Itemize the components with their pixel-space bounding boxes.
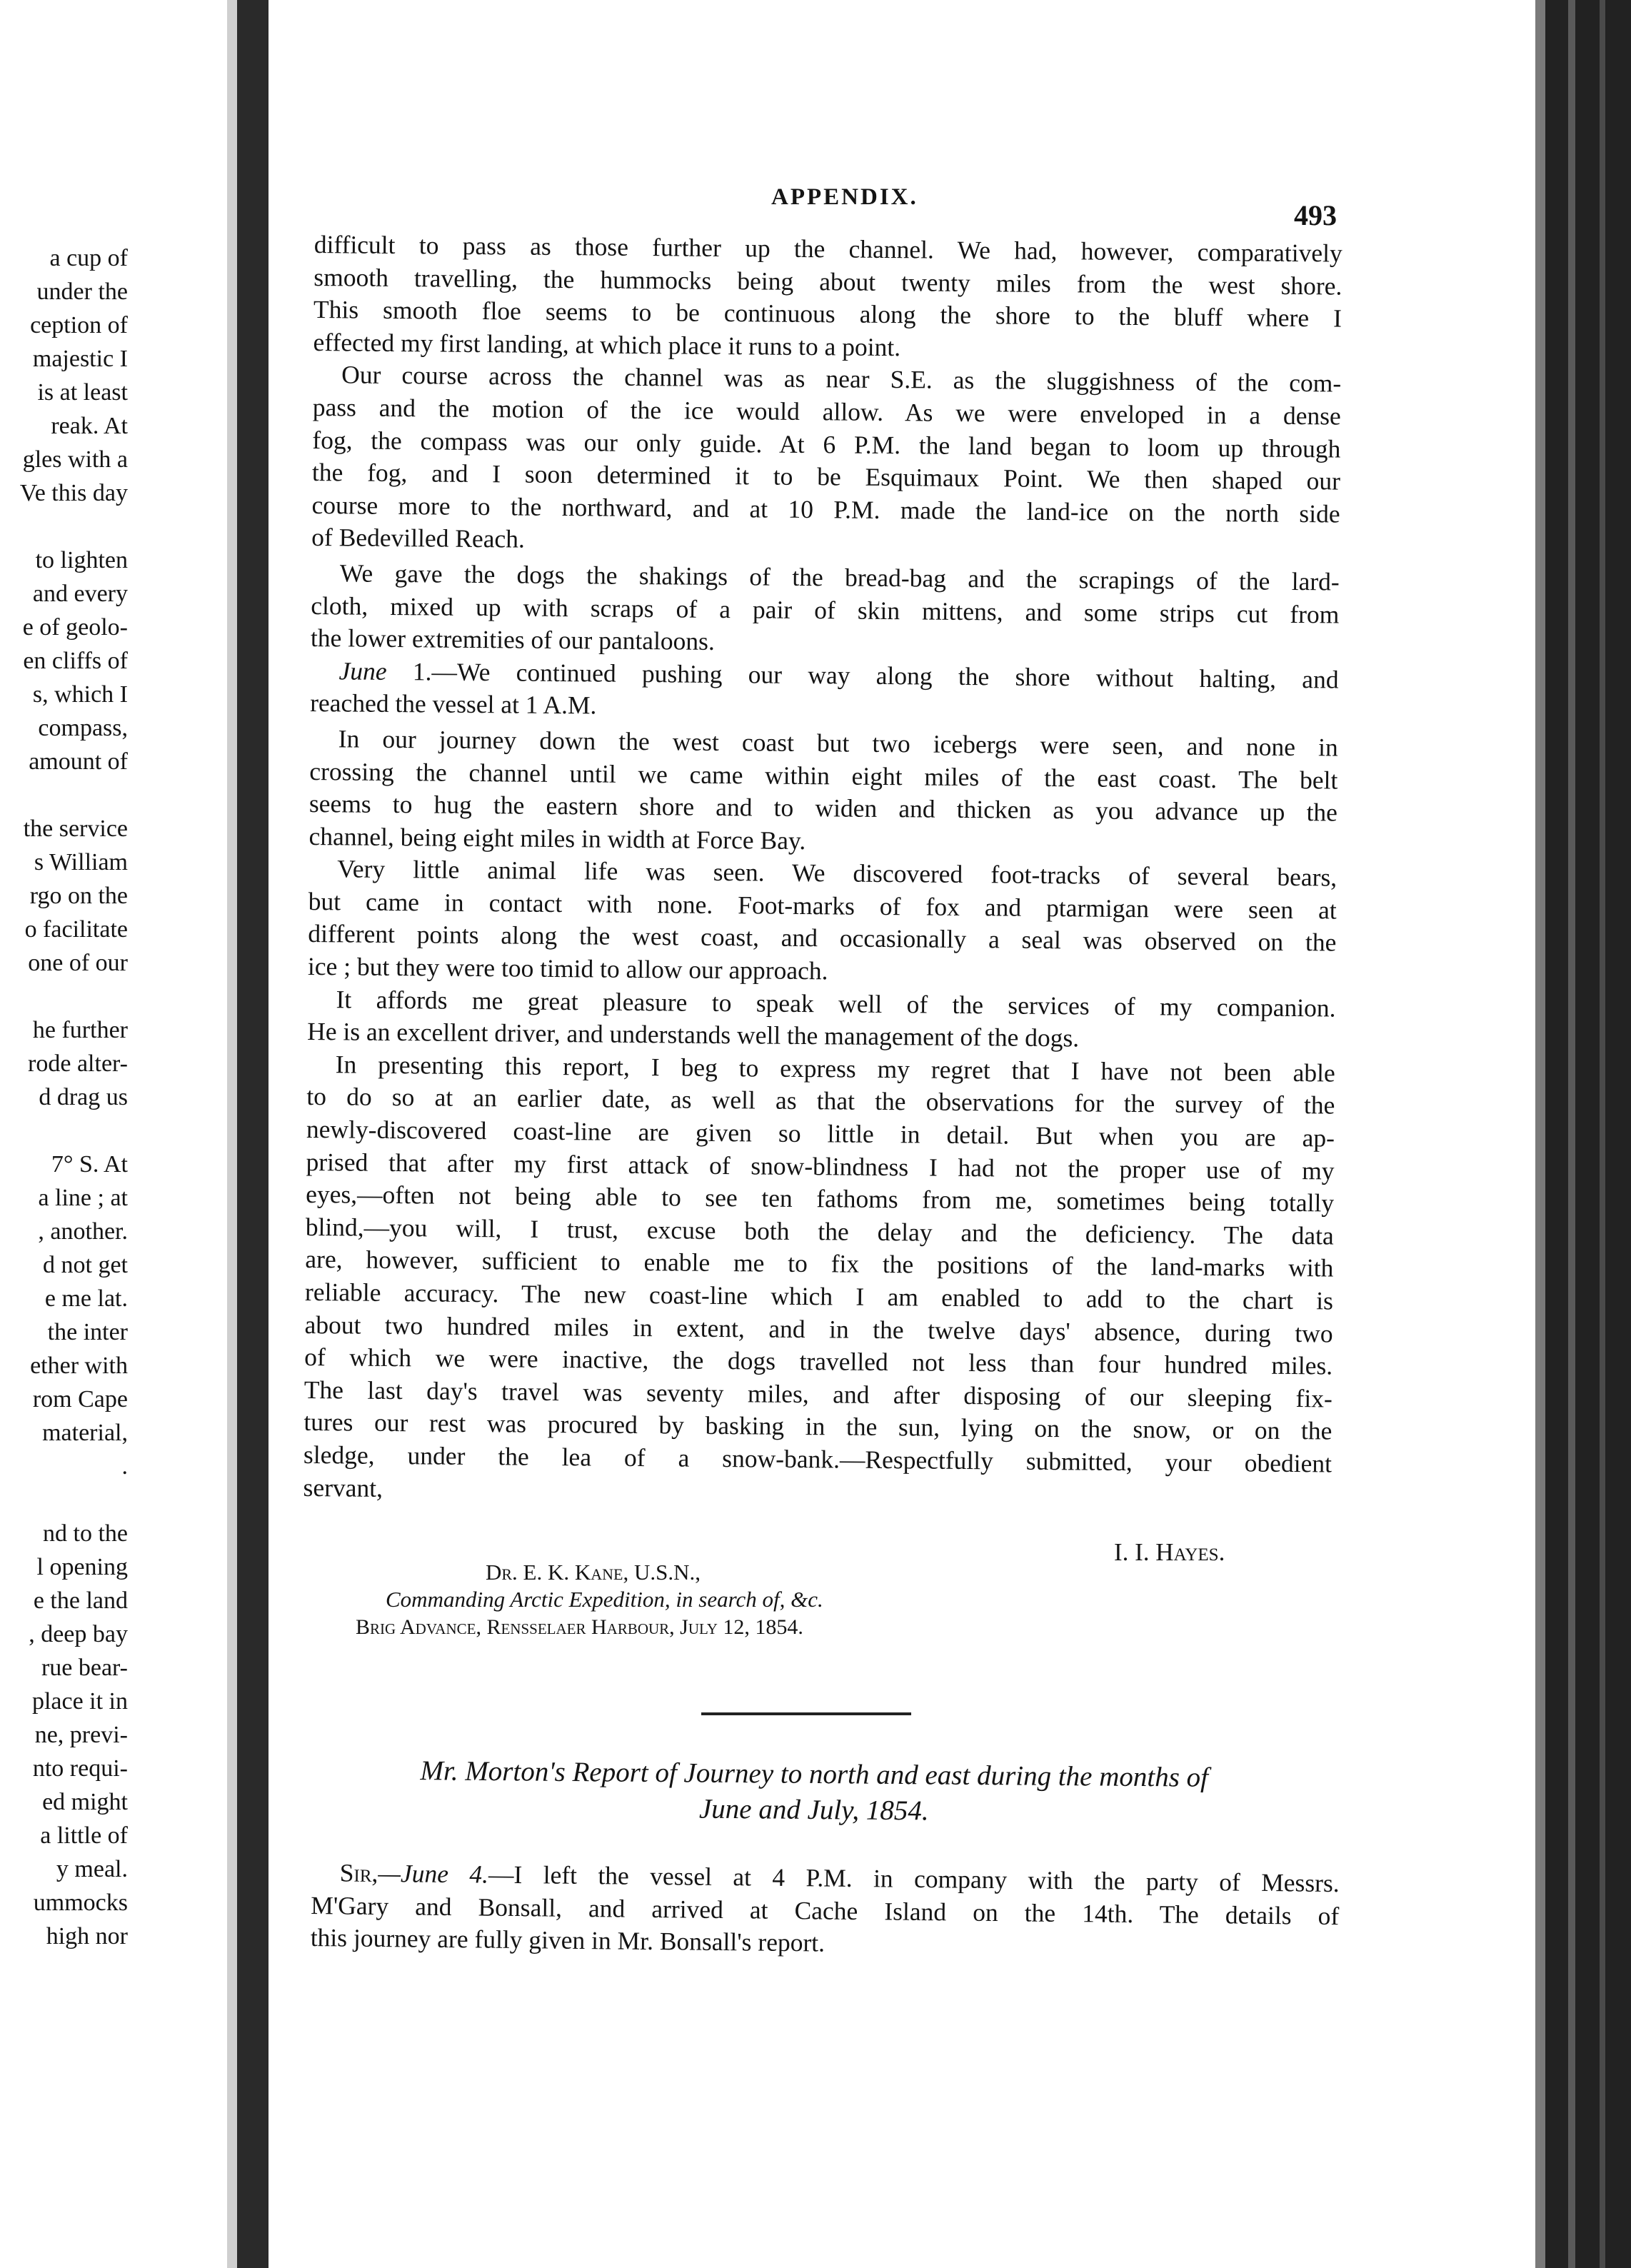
text-line: seems to hug the eastern shore and to widen and thicken as you advance up the: [308, 789, 1338, 827]
text-line: It affords me great pleasure to speak well of the services of my companion.: [336, 984, 1336, 1023]
text-line: This smooth floe seems to be continuous along the shore to the bluff where I: [313, 295, 1343, 333]
text-line: In presenting this report, I beg to express my regret that I have not been able: [335, 1050, 1335, 1088]
text-line: newly-discovered coast-line are given so little in detail. But when you are ap-: [306, 1114, 1335, 1153]
text-line: of Bedevilled Reach.: [311, 523, 526, 553]
text-line: servant,: [303, 1472, 383, 1502]
paragraph-2: [311, 358, 1341, 563]
left-page-text-line: , another.: [38, 1218, 128, 1245]
left-page-text-line: a little of: [40, 1822, 128, 1849]
text-line: smooth travelling, the hummocks being about twenty miles from the west shore.: [313, 262, 1343, 301]
paragraph-4: [310, 655, 1339, 729]
addressee-title: Commanding Arctic Expedition, in search of, &c.: [386, 1587, 823, 1612]
text-line: to do so at an earlier date, as well as that the observations for the survey of the: [306, 1082, 1335, 1120]
paragraph-1: [313, 229, 1343, 368]
left-page-text-line: is at least: [37, 379, 128, 406]
place-date-line: Brig Advance, Rensselaer Harbour, July 12, 1854.: [356, 1615, 803, 1639]
text-line: prised that after my first attack of snow-blindness I had not the proper use of my: [306, 1147, 1335, 1185]
left-page-text-line: , deep bay: [29, 1621, 128, 1647]
left-page-text-line: to lighten: [35, 547, 128, 573]
paragraph-6: [308, 853, 1338, 992]
date-label: —June 4.: [378, 1858, 489, 1889]
left-page-text-line: rom Cape: [32, 1386, 128, 1413]
running-head: APPENDIX.: [771, 184, 918, 210]
text-line: Our course across the channel was as near S.E. as the sluggishness of the com-: [341, 360, 1342, 398]
left-page-text-line: the service: [23, 816, 128, 842]
text-line: We gave the dogs the shakings of the bread-bag and the scrapings of the lard-: [339, 558, 1340, 596]
left-page-text-line: y meal.: [56, 1856, 128, 1882]
text-line: ice ; but they were too timid to allow our approach.: [307, 952, 828, 985]
text-line: are, however, sufficient to enable me to fix the positions of the land-marks with: [305, 1245, 1334, 1283]
date-label: June: [338, 656, 387, 686]
left-page-text-line: nto requi-: [32, 1755, 128, 1782]
left-page-text-line: ne, previ-: [34, 1722, 128, 1748]
left-page-text-line: one of our: [28, 950, 128, 976]
text-line: eyes,—often not being able to see ten fathoms from me, sometimes being totally: [306, 1180, 1335, 1218]
text-line: course more to the northward, and at 10 P.M. made the land-ice on the north side: [311, 490, 1340, 528]
text-line: channel, being eight miles in width at Force Bay.: [308, 821, 806, 855]
left-page-text-line: nd to the: [43, 1520, 128, 1547]
body-text: [303, 229, 1343, 1513]
left-page-text-line: a cup of: [49, 245, 128, 271]
left-page-text-line: Ve this day: [19, 480, 128, 506]
text-line: blind,—you will, I trust, excuse both the delay and the deficiency. The data: [305, 1212, 1334, 1250]
text-line: In our journey down the west coast but two icebergs were seen, and none in: [338, 724, 1338, 762]
text-line: sledge, under the lea of a snow-bank.—Respectfully submitted, your obedient: [303, 1440, 1333, 1478]
text-line: reached the vessel at 1 A.M.: [310, 688, 597, 720]
text-line: The last day's travel was seventy miles, and after disposing of our sleeping fix-: [303, 1375, 1333, 1413]
left-page-text-line: .: [121, 1453, 128, 1480]
text-line: difficult to pass as those further up the channel. We had, however, comparatively: [313, 229, 1343, 268]
section-title-line: Mr. Morton's Report of Journey to north and east during the months of: [420, 1755, 1209, 1793]
text-line: this journey are fully given in Mr. Bonsall's report.: [310, 1923, 825, 1957]
text-line: but came in contact with none. Foot-marks of fox and ptarmigan were seen at: [308, 886, 1337, 925]
left-page-text-line: ummocks: [33, 1890, 128, 1916]
text-line: reliable accuracy. The new coast-line which I am enabled to add to the chart is: [304, 1277, 1334, 1315]
left-page-text-line: a line ; at: [38, 1185, 128, 1211]
salutation: Sir,: [339, 1858, 378, 1887]
left-page-text-line: under the: [36, 279, 128, 305]
left-page-text-line: en cliffs of: [23, 648, 128, 674]
left-page-text-line: the inter: [47, 1319, 128, 1345]
left-page-text-line: e the land: [33, 1587, 128, 1614]
left-page-text-line: d not get: [43, 1252, 128, 1278]
section-title-line: June and July, 1854.: [698, 1793, 929, 1827]
section-title: [314, 1752, 1315, 1832]
left-page-text-line: reak. At: [51, 413, 128, 439]
left-page-text-line: majestic I: [32, 346, 128, 372]
paragraph-5: [308, 723, 1338, 862]
left-page-text-line: l opening: [36, 1554, 128, 1580]
left-page-text-line: compass,: [38, 715, 128, 741]
left-page-text-line: d drag us: [39, 1084, 128, 1110]
left-page-text-line: ed might: [42, 1789, 128, 1815]
left-page-text-line: material,: [42, 1420, 128, 1446]
text-line-rest: —I left the vessel at 4 P.M. in company with the party of Messrs.: [488, 1860, 1340, 1898]
left-page-text-line: rue bear-: [41, 1655, 128, 1681]
section-body: [311, 1857, 1340, 1965]
section-divider: [701, 1712, 911, 1715]
left-page-text-line: ception of: [30, 312, 128, 338]
left-page-text-line: place it in: [31, 1688, 128, 1715]
left-page-text-line: o facilitate: [24, 916, 128, 943]
text-line: fog, the compass was our only guide. At 6 P.M. the land began to loom up through: [312, 425, 1341, 463]
left-page-text-line: rgo on the: [29, 883, 128, 909]
left-page-text-line: gles with a: [22, 446, 128, 473]
page-number: 493: [1294, 199, 1337, 231]
text-line: cloth, mixed up with scraps of a pair of skin mittens, and some strips cut from: [311, 591, 1340, 629]
paragraph-8: [303, 1048, 1335, 1513]
text-line: crossing the channel until we came within eight miles of the east coast. The belt: [309, 756, 1338, 795]
text-line: different points along the west coast, and occasionally a seal was observed on the: [308, 919, 1337, 957]
text-line: the fog, and I soon determined it to be Esquimaux Point. We then shaped our: [311, 458, 1341, 496]
text-line: Very little animal life was seen. We discovered foot-tracks of several bears,: [337, 854, 1338, 892]
left-page-text-line: high nor: [46, 1923, 128, 1950]
left-page-text-line: and every: [32, 581, 128, 607]
text-line: the lower extremities of our pantaloons.: [310, 623, 716, 656]
paragraph-7: [307, 983, 1336, 1058]
text-line-rest: 1.—We continued pushing our way along the shore without halting, and: [386, 656, 1339, 694]
left-page-text-line: rode alter-: [28, 1050, 128, 1077]
paragraph-3: [311, 557, 1340, 663]
text-line: about two hundred miles in extent, and in the twelve days' absence, during two: [304, 1310, 1333, 1348]
text-line: of which we were inactive, the dogs travelled not less than four hundred miles.: [304, 1343, 1333, 1380]
section-continuation: [311, 1890, 1340, 1965]
addressee-name: Dr. E. K. Kane, U.S.N.,: [486, 1560, 701, 1585]
left-page-text-line: he further: [32, 1017, 128, 1043]
text-line: M'Gary and Bonsall, and arrived at Cache Island on the 14th. The details of: [311, 1890, 1340, 1930]
text-line: He is an excellent driver, and understands well the management of the dogs.: [307, 1017, 1080, 1053]
left-page-text-line: ether with: [30, 1353, 128, 1379]
left-page-text-line: 7° S. At: [51, 1151, 128, 1178]
left-page-text-line: s William: [34, 849, 128, 875]
left-page-text-line: amount of: [29, 748, 128, 775]
text-line: effected my first landing, at which place it runs to a point.: [313, 327, 901, 361]
left-page-text-line: e of geolo-: [22, 614, 128, 641]
left-page-text-line: s, which I: [32, 681, 128, 708]
text-line: pass and the motion of the ice would allow. As we were enveloped in a dense: [312, 392, 1341, 431]
left-page-text-line: e me lat.: [44, 1285, 128, 1312]
text-line: tures our rest was procured by basking in the sun, lying on the snow, or on the: [303, 1408, 1333, 1445]
signature: I. I. Hayes.: [1114, 1538, 1225, 1566]
